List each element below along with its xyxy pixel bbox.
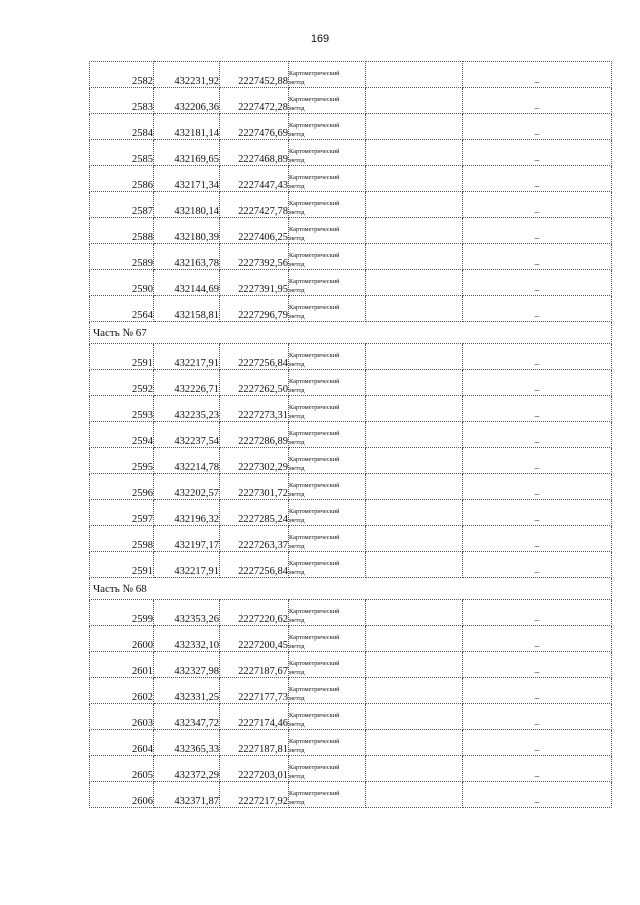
accuracy-dash-cell: – bbox=[463, 218, 612, 244]
accuracy-dash-cell: – bbox=[463, 600, 612, 626]
empty-cell bbox=[366, 756, 463, 782]
y-coordinate-cell: 2227256,84 bbox=[220, 344, 289, 370]
method-cell bbox=[289, 244, 366, 270]
point-number-cell: 2590 bbox=[90, 270, 154, 296]
method-label-line1: Картометрический bbox=[289, 790, 340, 797]
point-number-cell: 2602 bbox=[90, 678, 154, 704]
accuracy-dash-cell: – bbox=[463, 88, 612, 114]
method-label-line2: метод bbox=[289, 413, 305, 420]
method-label-line2: метод bbox=[289, 747, 305, 754]
x-coordinate-cell: 432144,69 bbox=[154, 270, 220, 296]
method-label-line2: метод bbox=[289, 287, 305, 294]
point-number-cell: 2598 bbox=[90, 526, 154, 552]
method-label-line1: Картометрический bbox=[289, 660, 340, 667]
method-cell bbox=[289, 704, 366, 730]
method-cell bbox=[289, 730, 366, 756]
accuracy-dash-cell: – bbox=[463, 448, 612, 474]
method-label-line1: Картометрический bbox=[289, 560, 340, 567]
accuracy-dash-cell: – bbox=[463, 652, 612, 678]
y-coordinate-cell: 2227286,89 bbox=[220, 422, 289, 448]
empty-cell bbox=[366, 88, 463, 114]
method-cell bbox=[289, 500, 366, 526]
x-coordinate-cell: 432214,78 bbox=[154, 448, 220, 474]
empty-cell bbox=[366, 500, 463, 526]
accuracy-dash-cell: – bbox=[463, 192, 612, 218]
method-cell bbox=[289, 344, 366, 370]
x-coordinate-cell: 432217,91 bbox=[154, 344, 220, 370]
y-coordinate-cell: 2227476,69 bbox=[220, 114, 289, 140]
x-coordinate-cell: 432180,39 bbox=[154, 218, 220, 244]
empty-cell bbox=[366, 62, 463, 88]
table-row bbox=[90, 140, 612, 166]
point-number-cell: 2601 bbox=[90, 652, 154, 678]
method-label-line2: метод bbox=[289, 131, 305, 138]
table-row bbox=[90, 296, 612, 322]
accuracy-dash-cell: – bbox=[463, 756, 612, 782]
x-coordinate-cell: 432206,36 bbox=[154, 88, 220, 114]
part-heading-row bbox=[90, 578, 612, 600]
x-coordinate-cell: 432158,81 bbox=[154, 296, 220, 322]
y-coordinate-cell: 2227302,29 bbox=[220, 448, 289, 474]
method-label-line1: Картометрический bbox=[289, 482, 340, 489]
table-row bbox=[90, 782, 612, 808]
empty-cell bbox=[366, 296, 463, 322]
empty-cell bbox=[366, 244, 463, 270]
method-cell bbox=[289, 140, 366, 166]
empty-cell bbox=[366, 166, 463, 192]
method-label-line1: Картометрический bbox=[289, 278, 340, 285]
part-heading: Часть № 68 bbox=[90, 578, 612, 600]
part-heading: Часть № 67 bbox=[90, 322, 612, 344]
method-label-line1: Картометрический bbox=[289, 404, 340, 411]
method-label-line1: Картометрический bbox=[289, 70, 340, 77]
x-coordinate-cell: 432332,10 bbox=[154, 626, 220, 652]
table-row bbox=[90, 370, 612, 396]
y-coordinate-cell: 2227427,78 bbox=[220, 192, 289, 218]
empty-cell bbox=[366, 422, 463, 448]
x-coordinate-cell: 432372,29 bbox=[154, 756, 220, 782]
method-label-line1: Картометрический bbox=[289, 430, 340, 437]
accuracy-dash-cell: – bbox=[463, 526, 612, 552]
method-cell bbox=[289, 448, 366, 474]
accuracy-dash-cell: – bbox=[463, 166, 612, 192]
part-heading-row bbox=[90, 322, 612, 344]
accuracy-dash-cell: – bbox=[463, 344, 612, 370]
x-coordinate-cell: 432365,33 bbox=[154, 730, 220, 756]
point-number-cell: 2586 bbox=[90, 166, 154, 192]
table-row bbox=[90, 192, 612, 218]
table-row bbox=[90, 218, 612, 244]
x-coordinate-cell: 432217,91 bbox=[154, 552, 220, 578]
point-number-cell: 2593 bbox=[90, 396, 154, 422]
method-label-line1: Картометрический bbox=[289, 352, 340, 359]
table-row bbox=[90, 244, 612, 270]
y-coordinate-cell: 2227296,79 bbox=[220, 296, 289, 322]
y-coordinate-cell: 2227285,24 bbox=[220, 500, 289, 526]
method-label-line1: Картометрический bbox=[289, 456, 340, 463]
method-label-line1: Картометрический bbox=[289, 174, 340, 181]
empty-cell bbox=[366, 782, 463, 808]
method-label-line1: Картометрический bbox=[289, 508, 340, 515]
x-coordinate-cell: 432202,57 bbox=[154, 474, 220, 500]
empty-cell bbox=[366, 192, 463, 218]
method-label-line2: метод bbox=[289, 105, 305, 112]
y-coordinate-cell: 2227406,25 bbox=[220, 218, 289, 244]
table-row bbox=[90, 396, 612, 422]
table-row bbox=[90, 88, 612, 114]
method-cell bbox=[289, 526, 366, 552]
accuracy-dash-cell: – bbox=[463, 114, 612, 140]
x-coordinate-cell: 432197,17 bbox=[154, 526, 220, 552]
x-coordinate-cell: 432235,23 bbox=[154, 396, 220, 422]
table-row bbox=[90, 114, 612, 140]
point-number-cell: 2583 bbox=[90, 88, 154, 114]
empty-cell bbox=[366, 114, 463, 140]
table-row bbox=[90, 600, 612, 626]
method-label-line2: метод bbox=[289, 235, 305, 242]
empty-cell bbox=[366, 396, 463, 422]
x-coordinate-cell: 432353,26 bbox=[154, 600, 220, 626]
point-number-cell: 2605 bbox=[90, 756, 154, 782]
y-coordinate-cell: 2227452,88 bbox=[220, 62, 289, 88]
method-cell bbox=[289, 396, 366, 422]
table-row bbox=[90, 344, 612, 370]
method-cell bbox=[289, 88, 366, 114]
x-coordinate-cell: 432180,14 bbox=[154, 192, 220, 218]
accuracy-dash-cell: – bbox=[463, 782, 612, 808]
table-row bbox=[90, 270, 612, 296]
table-row bbox=[90, 62, 612, 88]
point-number-cell: 2587 bbox=[90, 192, 154, 218]
accuracy-dash-cell: – bbox=[463, 730, 612, 756]
y-coordinate-cell: 2227256,84 bbox=[220, 552, 289, 578]
method-cell bbox=[289, 552, 366, 578]
method-cell bbox=[289, 652, 366, 678]
x-coordinate-cell: 432169,65 bbox=[154, 140, 220, 166]
table-row bbox=[90, 652, 612, 678]
empty-cell bbox=[366, 218, 463, 244]
empty-cell bbox=[366, 678, 463, 704]
method-cell bbox=[289, 218, 366, 244]
accuracy-dash-cell: – bbox=[463, 500, 612, 526]
method-label-line2: метод bbox=[289, 313, 305, 320]
method-cell bbox=[289, 756, 366, 782]
method-label-line1: Картометрический bbox=[289, 148, 340, 155]
table-row bbox=[90, 626, 612, 652]
point-number-cell: 2600 bbox=[90, 626, 154, 652]
method-cell bbox=[289, 626, 366, 652]
y-coordinate-cell: 2227262,50 bbox=[220, 370, 289, 396]
accuracy-dash-cell: – bbox=[463, 704, 612, 730]
y-coordinate-cell: 2227187,67 bbox=[220, 652, 289, 678]
accuracy-dash-cell: – bbox=[463, 62, 612, 88]
method-label-line2: метод bbox=[289, 773, 305, 780]
x-coordinate-cell: 432237,54 bbox=[154, 422, 220, 448]
method-cell bbox=[289, 474, 366, 500]
empty-cell bbox=[366, 140, 463, 166]
point-number-cell: 2591 bbox=[90, 552, 154, 578]
point-number-cell: 2597 bbox=[90, 500, 154, 526]
accuracy-dash-cell: – bbox=[463, 396, 612, 422]
method-cell bbox=[289, 62, 366, 88]
method-cell bbox=[289, 678, 366, 704]
point-number-cell: 2564 bbox=[90, 296, 154, 322]
method-cell bbox=[289, 114, 366, 140]
method-cell bbox=[289, 166, 366, 192]
method-label-line2: метод bbox=[289, 79, 305, 86]
table-row bbox=[90, 526, 612, 552]
x-coordinate-cell: 432163,78 bbox=[154, 244, 220, 270]
point-number-cell: 2589 bbox=[90, 244, 154, 270]
empty-cell bbox=[366, 448, 463, 474]
point-number-cell: 2582 bbox=[90, 62, 154, 88]
y-coordinate-cell: 2227263,37 bbox=[220, 526, 289, 552]
y-coordinate-cell: 2227217,92 bbox=[220, 782, 289, 808]
accuracy-dash-cell: – bbox=[463, 370, 612, 396]
accuracy-dash-cell: – bbox=[463, 270, 612, 296]
method-label-line2: метод bbox=[289, 669, 305, 676]
method-label-line2: метод bbox=[289, 569, 305, 576]
point-number-cell: 2588 bbox=[90, 218, 154, 244]
x-coordinate-cell: 432371,87 bbox=[154, 782, 220, 808]
x-coordinate-cell: 432181,14 bbox=[154, 114, 220, 140]
method-label-line1: Картометрический bbox=[289, 534, 340, 541]
x-coordinate-cell: 432331,25 bbox=[154, 678, 220, 704]
x-coordinate-cell: 432171,34 bbox=[154, 166, 220, 192]
empty-cell bbox=[366, 344, 463, 370]
y-coordinate-cell: 2227391,95 bbox=[220, 270, 289, 296]
table-row bbox=[90, 678, 612, 704]
table-row bbox=[90, 422, 612, 448]
table-row bbox=[90, 500, 612, 526]
method-cell bbox=[289, 422, 366, 448]
y-coordinate-cell: 2227203,01 bbox=[220, 756, 289, 782]
method-label-line1: Картометрический bbox=[289, 686, 340, 693]
point-number-cell: 2596 bbox=[90, 474, 154, 500]
page-number: 169 bbox=[310, 33, 330, 45]
method-label-line1: Картометрический bbox=[289, 96, 340, 103]
method-label-line2: метод bbox=[289, 209, 305, 216]
method-label-line1: Картометрический bbox=[289, 122, 340, 129]
y-coordinate-cell: 2227472,28 bbox=[220, 88, 289, 114]
method-label-line1: Картометрический bbox=[289, 634, 340, 641]
method-label-line2: метод bbox=[289, 721, 305, 728]
point-number-cell: 2604 bbox=[90, 730, 154, 756]
method-label-line2: метод bbox=[289, 261, 305, 268]
method-label-line2: метод bbox=[289, 799, 305, 806]
method-label-line1: Картометрический bbox=[289, 378, 340, 385]
empty-cell bbox=[366, 704, 463, 730]
method-label-line1: Картометрический bbox=[289, 252, 340, 259]
method-cell bbox=[289, 192, 366, 218]
y-coordinate-cell: 2227220,62 bbox=[220, 600, 289, 626]
method-label-line1: Картометрический bbox=[289, 712, 340, 719]
x-coordinate-cell: 432226,71 bbox=[154, 370, 220, 396]
point-number-cell: 2584 bbox=[90, 114, 154, 140]
empty-cell bbox=[366, 552, 463, 578]
accuracy-dash-cell: – bbox=[463, 422, 612, 448]
empty-cell bbox=[366, 652, 463, 678]
method-label-line1: Картометрический bbox=[289, 304, 340, 311]
method-label-line2: метод bbox=[289, 157, 305, 164]
method-label-line2: метод bbox=[289, 643, 305, 650]
y-coordinate-cell: 2227187,81 bbox=[220, 730, 289, 756]
empty-cell bbox=[366, 626, 463, 652]
method-cell bbox=[289, 296, 366, 322]
empty-cell bbox=[366, 474, 463, 500]
method-cell bbox=[289, 782, 366, 808]
accuracy-dash-cell: – bbox=[463, 140, 612, 166]
method-label-line1: Картометрический bbox=[289, 738, 340, 745]
accuracy-dash-cell: – bbox=[463, 296, 612, 322]
method-label-line2: метод bbox=[289, 617, 305, 624]
y-coordinate-cell: 2227174,46 bbox=[220, 704, 289, 730]
y-coordinate-cell: 2227447,43 bbox=[220, 166, 289, 192]
x-coordinate-cell: 432231,92 bbox=[154, 62, 220, 88]
empty-cell bbox=[366, 730, 463, 756]
y-coordinate-cell: 2227200,45 bbox=[220, 626, 289, 652]
method-label-line2: метод bbox=[289, 517, 305, 524]
method-label-line2: метод bbox=[289, 361, 305, 368]
point-number-cell: 2591 bbox=[90, 344, 154, 370]
method-label-line1: Картометрический bbox=[289, 764, 340, 771]
method-label-line2: метод bbox=[289, 695, 305, 702]
method-label-line2: метод bbox=[289, 491, 305, 498]
point-number-cell: 2595 bbox=[90, 448, 154, 474]
point-number-cell: 2585 bbox=[90, 140, 154, 166]
table-row bbox=[90, 448, 612, 474]
accuracy-dash-cell: – bbox=[463, 552, 612, 578]
point-number-cell: 2594 bbox=[90, 422, 154, 448]
method-label-line2: метод bbox=[289, 465, 305, 472]
y-coordinate-cell: 2227177,73 bbox=[220, 678, 289, 704]
x-coordinate-cell: 432196,32 bbox=[154, 500, 220, 526]
accuracy-dash-cell: – bbox=[463, 244, 612, 270]
table-row bbox=[90, 166, 612, 192]
coordinates-table-body bbox=[90, 62, 612, 808]
point-number-cell: 2606 bbox=[90, 782, 154, 808]
y-coordinate-cell: 2227301,72 bbox=[220, 474, 289, 500]
method-label-line1: Картометрический bbox=[289, 608, 340, 615]
accuracy-dash-cell: – bbox=[463, 474, 612, 500]
accuracy-dash-cell: – bbox=[463, 678, 612, 704]
table-row bbox=[90, 730, 612, 756]
x-coordinate-cell: 432327,98 bbox=[154, 652, 220, 678]
point-number-cell: 2592 bbox=[90, 370, 154, 396]
x-coordinate-cell: 432347,72 bbox=[154, 704, 220, 730]
method-label-line2: метод bbox=[289, 183, 305, 190]
method-label-line2: метод bbox=[289, 387, 305, 394]
method-cell bbox=[289, 370, 366, 396]
table-row bbox=[90, 704, 612, 730]
y-coordinate-cell: 2227392,56 bbox=[220, 244, 289, 270]
empty-cell bbox=[366, 270, 463, 296]
method-label-line1: Картометрический bbox=[289, 200, 340, 207]
coordinates-table bbox=[89, 61, 612, 808]
table-row bbox=[90, 474, 612, 500]
method-label-line2: метод bbox=[289, 543, 305, 550]
empty-cell bbox=[366, 526, 463, 552]
method-cell bbox=[289, 270, 366, 296]
method-label-line1: Картометрический bbox=[289, 226, 340, 233]
empty-cell bbox=[366, 600, 463, 626]
point-number-cell: 2599 bbox=[90, 600, 154, 626]
method-cell bbox=[289, 600, 366, 626]
table-row bbox=[90, 756, 612, 782]
accuracy-dash-cell: – bbox=[463, 626, 612, 652]
method-label-line2: метод bbox=[289, 439, 305, 446]
empty-cell bbox=[366, 370, 463, 396]
y-coordinate-cell: 2227468,89 bbox=[220, 140, 289, 166]
y-coordinate-cell: 2227273,31 bbox=[220, 396, 289, 422]
table-row bbox=[90, 552, 612, 578]
point-number-cell: 2603 bbox=[90, 704, 154, 730]
